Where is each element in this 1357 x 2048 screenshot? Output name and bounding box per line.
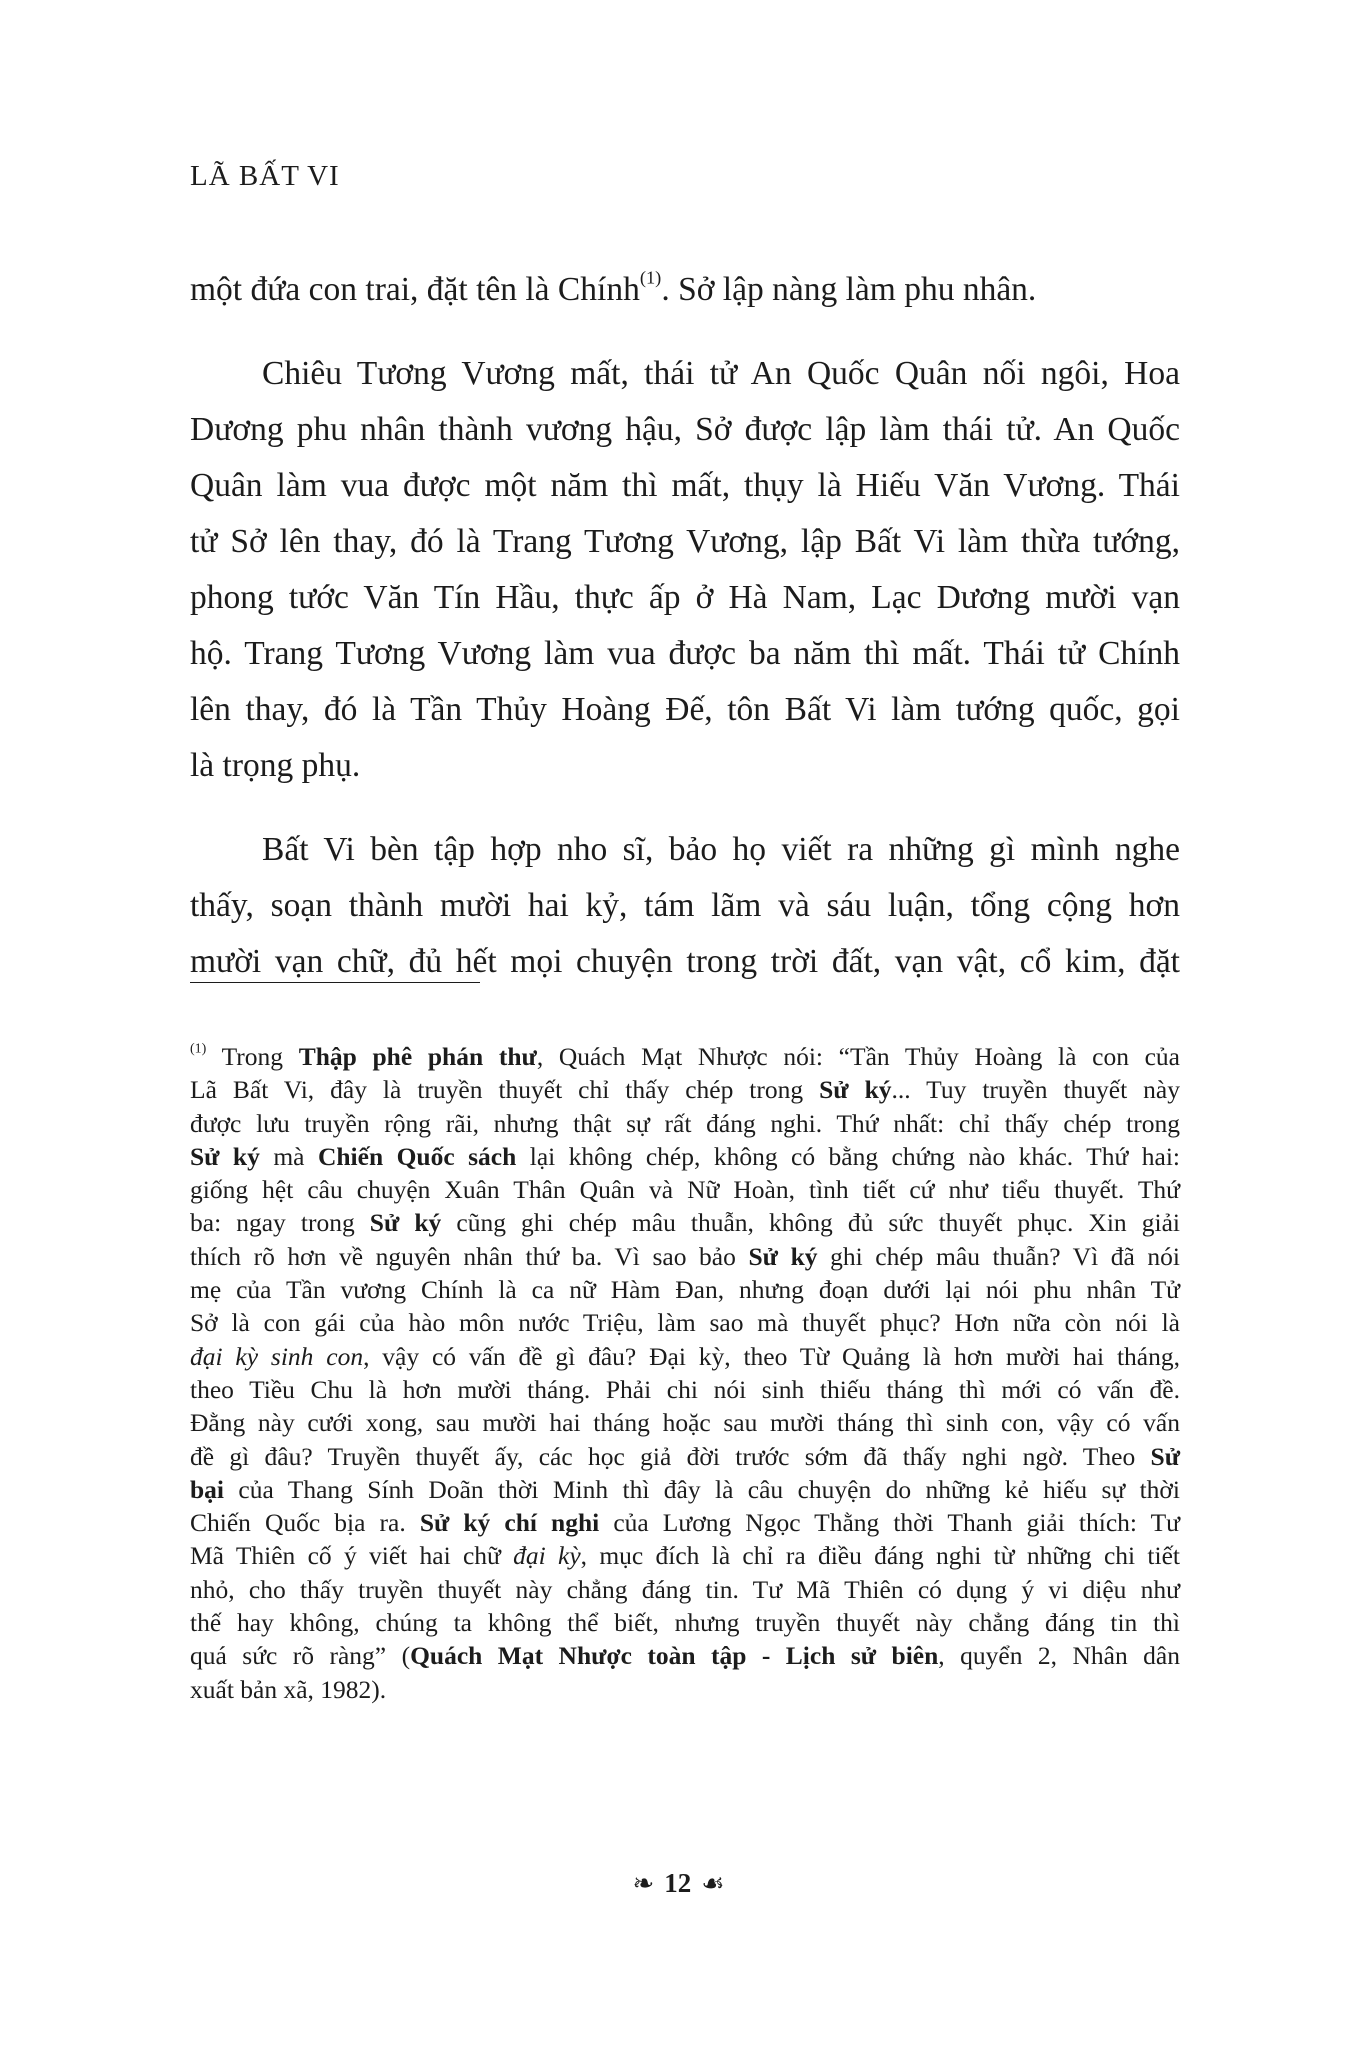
- text-span: , quyển 2, Nhân dân: [938, 1641, 1180, 1671]
- footnote-line: [190, 1140, 1180, 1173]
- paragraph-1-line: [190, 262, 1180, 318]
- text-span: . Sở lập nàng làm phu nhân.: [661, 271, 1037, 308]
- text-span: một đứa con trai, đặt tên là Chính: [190, 271, 640, 308]
- book-title: Sử ký: [819, 1075, 892, 1105]
- book-title: Quách Mạt Nhược toàn tập - Lịch sử biên: [410, 1641, 939, 1671]
- text-span: , Quách Mạt Nhược nói: “Tần Thủy Hoàng là con của: [536, 1042, 1181, 1071]
- page-number-block: [0, 1868, 1357, 1899]
- right-ornament-icon: ☙: [701, 1869, 725, 1898]
- footnote-line: Sở là con gái của hào môn nước Triệu, làm sao mà thuyết phục? Hơn nữa còn nói là: [190, 1308, 1180, 1338]
- text-line: Dương phu nhân thành vương hậu, Sở được lập làm thái tử. An Quốc: [190, 411, 1180, 448]
- footnote: [190, 1040, 1180, 1706]
- paragraph-3: [190, 822, 1180, 990]
- text-line: Chiêu Tương Vương mất, thái tử An Quốc Quân nối ngôi, Hoa: [262, 355, 1180, 392]
- text-span: của Thang Sính Doãn thời Minh thì đây là câu chuyện do những kẻ hiếu sự thời: [224, 1474, 1180, 1504]
- text-line: phong tước Văn Tín Hầu, thực ấp ở Hà Nam, Lạc Dương mười vạn: [190, 579, 1180, 616]
- text-span: , vậy có vấn đề gì đâu? Đại kỳ, theo Từ Quảng là hơn mười hai tháng,: [363, 1341, 1180, 1371]
- text-span: của Lương Ngọc Thằng thời Thanh giải thích: Tư: [599, 1508, 1181, 1538]
- footnote-line: [190, 1639, 1180, 1672]
- text-line: thấy, soạn thành mười hai kỷ, tám lãm và sáu luận, tổng cộng hơn: [190, 887, 1180, 924]
- text-span: , mục đích là chỉ ra điều đáng nghi từ những chi tiết: [580, 1541, 1180, 1571]
- book-title: Sử ký: [369, 1208, 442, 1238]
- text-span: ... Tuy truyền thuyết này: [891, 1075, 1181, 1105]
- book-title: bại: [190, 1474, 225, 1504]
- footnote-line: [190, 1040, 1180, 1073]
- text-span: thích rõ hơn về nguyên nhân thứ ba. Vì sao bảo: [190, 1241, 749, 1271]
- book-title: Sử: [1150, 1441, 1180, 1471]
- text-line: tử Sở lên thay, đó là Trang Tương Vương, lập Bất Vi làm thừa tướng,: [190, 523, 1180, 560]
- footnote-line: thế hay không, chúng ta không thể biết, nhưng truyền thuyết này chẳng đáng tin thì: [190, 1608, 1180, 1638]
- footnote-line: mẹ của Tần vương Chính là ca nữ Hàm Đan, nhưng đoạn dưới lại nói phu nhân Tử: [190, 1275, 1180, 1305]
- footnote-ref: (1): [639, 267, 662, 288]
- book-title: Thập phê phán thư: [298, 1042, 537, 1071]
- footnote-line: theo Tiều Chu là hơn mười tháng. Phải chi nói sinh thiếu tháng thì mới có vấn đề.: [190, 1374, 1180, 1404]
- left-ornament-icon: ❧: [632, 1869, 655, 1898]
- main-text: [190, 262, 1180, 990]
- footnote-line: xuất bản xã, 1982).: [190, 1674, 387, 1704]
- text-span: lại không chép, không có bằng chứng nào khác. Thứ hai:: [516, 1141, 1180, 1171]
- book-title: Sử ký chí nghi: [419, 1508, 600, 1538]
- footnote-line: giống hệt câu chuyện Xuân Thân Quân và Nữ Hoàn, tình tiết cứ như tiểu thuyết. Thứ: [190, 1175, 1180, 1205]
- text-line: Quân làm vua được một năm thì mất, thụy là Hiếu Văn Vương. Thái: [190, 467, 1180, 504]
- text-span: cũng ghi chép mâu thuẫn, không đủ sức thuyết phục. Xin giải: [441, 1208, 1180, 1238]
- text-span: ghi chép mâu thuẫn? Vì đã nói: [817, 1241, 1181, 1271]
- footnote-line: [190, 1440, 1180, 1473]
- footnote-line: [190, 1340, 1180, 1373]
- page-number: 12: [664, 1868, 692, 1898]
- footnote-line: được lưu truyền rộng rãi, nhưng thật sự rất đáng nghi. Thứ nhất: chỉ thấy chép trong: [190, 1108, 1180, 1138]
- text-span: Mã Thiên cố ý viết hai chữ: [190, 1541, 514, 1571]
- footnote-line: [190, 1539, 1180, 1572]
- footnote-line: [190, 1073, 1180, 1106]
- text-line: lên thay, đó là Tần Thủy Hoàng Đế, tôn Bất Vi làm tướng quốc, gọi: [190, 691, 1180, 728]
- text-span: mà: [259, 1141, 318, 1171]
- text-span: đề gì đâu? Truyền thuyết ấy, các học giả đời trước sớm đã thấy nghi ngờ. Theo: [190, 1441, 1151, 1471]
- footnote-line: [190, 1240, 1180, 1273]
- italic-phrase: đại kỳ sinh con: [190, 1341, 364, 1371]
- paragraph-2: [190, 346, 1180, 794]
- text-span: ba: ngay trong: [190, 1208, 370, 1238]
- text-line: Bất Vi bèn tập hợp nho sĩ, bảo họ viết ra những gì mình nghe: [262, 831, 1180, 868]
- italic-phrase: đại kỳ: [513, 1541, 581, 1571]
- footnote-line: [190, 1473, 1180, 1506]
- running-head: LÃ BẤT VI: [190, 160, 340, 192]
- footnote-rule: [190, 982, 480, 983]
- footnote-line: [190, 1206, 1180, 1239]
- text-line: là trọng phụ.: [190, 747, 361, 784]
- text-span: Trong: [221, 1042, 299, 1071]
- book-title: Chiến Quốc sách: [317, 1141, 517, 1171]
- footnote-line: nhỏ, cho thấy truyền thuyết này chẳng đáng tin. Tư Mã Thiên có dụng ý vi diệu như: [190, 1574, 1180, 1604]
- book-title: Sử ký: [748, 1241, 818, 1271]
- text-span: Lã Bất Vi, đây là truyền thuyết chỉ thấy chép trong: [190, 1075, 820, 1105]
- footnote-line: Đằng này cưới xong, sau mười hai tháng hoặc sau mười tháng thì sinh con, vậy có vấn: [190, 1408, 1180, 1438]
- text-span: quá sức rõ ràng” (: [190, 1641, 411, 1671]
- book-title: Sử ký: [190, 1141, 260, 1171]
- text-span: Chiến Quốc bịa ra.: [190, 1508, 420, 1538]
- text-line: hộ. Trang Tương Vương làm vua được ba năm thì mất. Thái tử Chính: [190, 635, 1180, 672]
- text-line: mười vạn chữ, đủ hết mọi chuyện trong trời đất, vạn vật, cổ kim, đặt: [190, 943, 1180, 980]
- footnote-marker: (1): [190, 1041, 207, 1057]
- footnote-line: [190, 1506, 1180, 1539]
